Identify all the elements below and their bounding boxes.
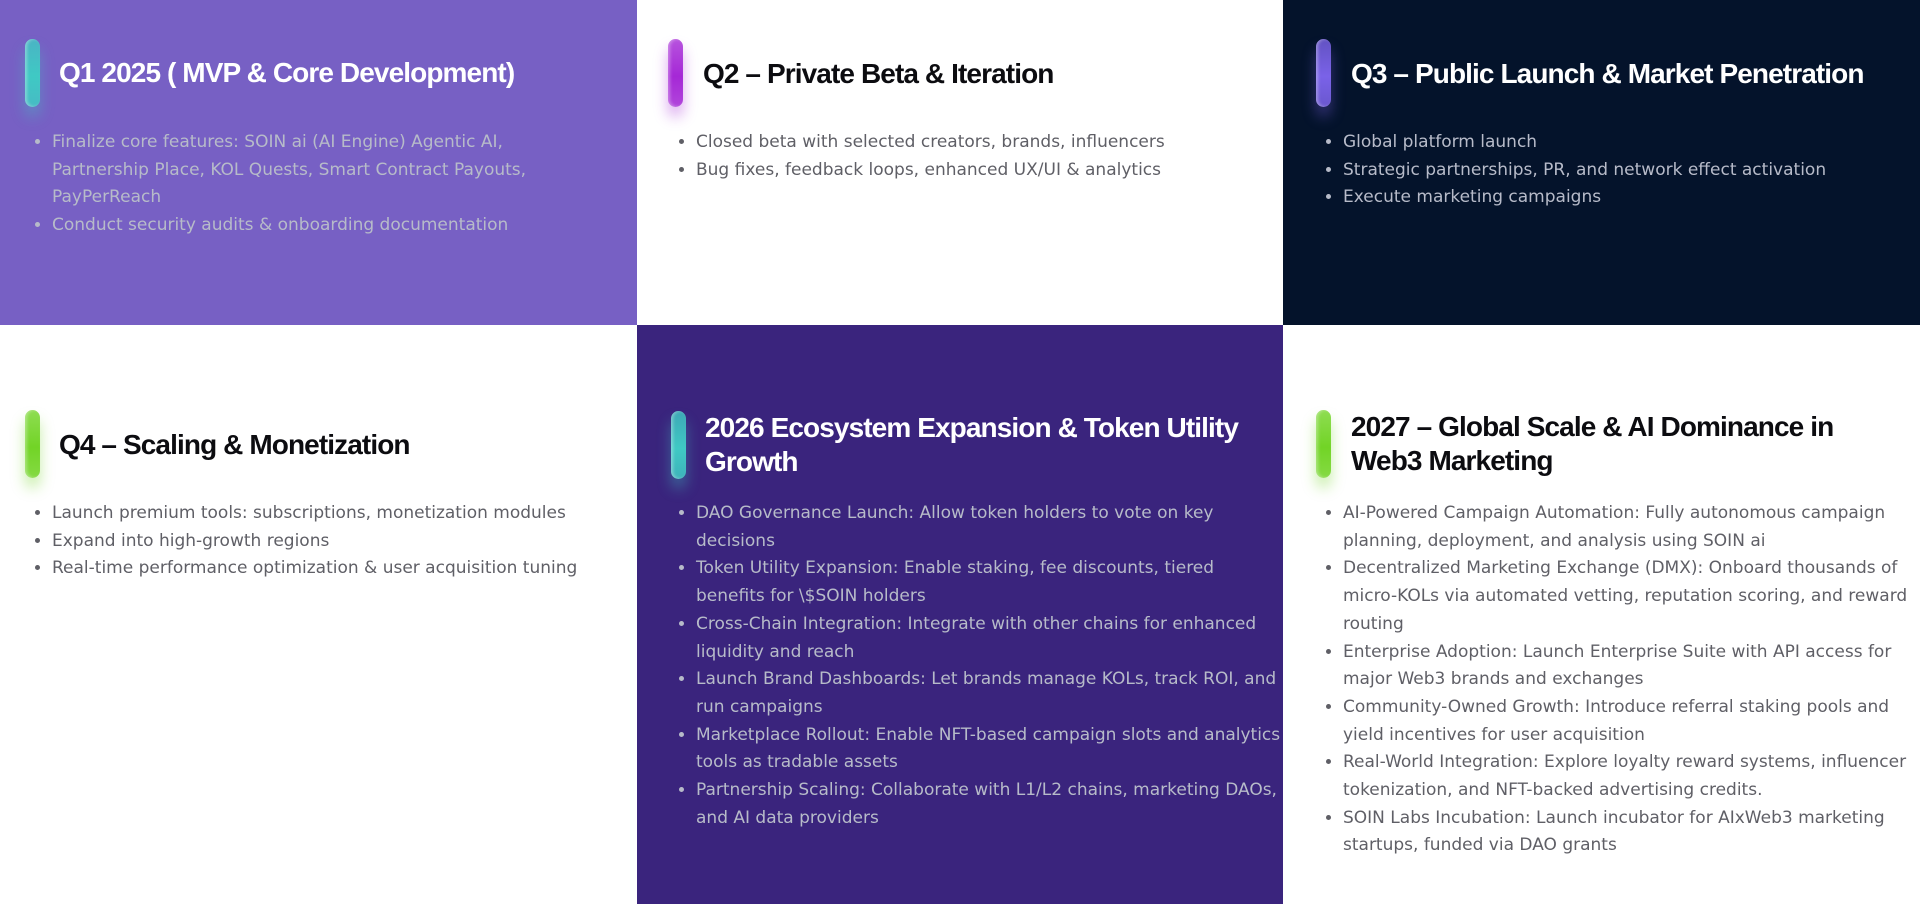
- roadmap-card-2026: [637, 325, 1283, 904]
- list-item: • Execute marketing campaigns: [1343, 184, 1920, 212]
- card-title: Q2 – Private Beta & Iteration: [703, 58, 1054, 89]
- list-item: • Marketplace Rollout: Enable NFT-based campaign slots and analytics tools as tradable assets: [696, 722, 1283, 777]
- roadmap-card-q2: [637, 0, 1283, 325]
- card-item-list: [1314, 129, 1920, 212]
- card-item-list: [23, 129, 592, 240]
- list-item: • AI-Powered Campaign Automation: Fully autonomous campaign planning, deployment, and analysis using SOIN ai: [1343, 500, 1920, 555]
- list-item: • Real-time performance optimization & user acquisition tuning: [52, 555, 637, 583]
- list-item: • Partnership Scaling: Collaborate with L1/L2 chains, marketing DAOs, and AI data providers: [696, 777, 1283, 832]
- card-title: Q3 – Public Launch & Market Penetration: [1351, 58, 1864, 89]
- teal-pill-marker-icon: [25, 39, 40, 107]
- green-pill-marker-icon: [25, 410, 40, 478]
- roadmap-card-q4: [0, 325, 637, 904]
- list-item: • Strategic partnerships, PR, and network effect activation: [1343, 157, 1920, 185]
- card-item-list: [667, 500, 1283, 832]
- list-item: • Conduct security audits & onboarding documentation: [52, 212, 592, 240]
- card-title: Q4 – Scaling & Monetization: [59, 429, 410, 460]
- list-item: • DAO Governance Launch: Allow token holders to vote on key decisions: [696, 500, 1283, 555]
- violet-pill-marker-icon: [1316, 39, 1331, 107]
- list-item: • Finalize core features: SOIN ai (AI Engine) Agentic AI, Partnership Place, KOL Quests, Smart Contract Payouts, PayPerReach: [52, 129, 592, 212]
- card-title: Q1 2025 ( MVP & Core Development): [59, 57, 515, 88]
- list-item: • Decentralized Marketing Exchange (DMX): Onboard thousands of micro-KOLs via automated vetting, reputation scoring, and reward routing: [1343, 555, 1920, 638]
- card-title: 2026 Ecosystem Expansion & Token Utility Growth: [705, 412, 1239, 477]
- list-item: • Bug fixes, feedback loops, enhanced UX/UI & analytics: [696, 157, 1276, 185]
- green-pill-marker-icon: [1316, 410, 1331, 478]
- list-item: • Enterprise Adoption: Launch Enterprise Suite with API access for major Web3 brands and exchanges: [1343, 639, 1920, 694]
- list-item: • Launch premium tools: subscriptions, monetization modules: [52, 500, 637, 528]
- card-item-list: [23, 500, 637, 583]
- list-item: • Closed beta with selected creators, brands, influencers: [696, 129, 1276, 157]
- list-item: • Token Utility Expansion: Enable staking, fee discounts, tiered benefits for \$SOIN holders: [696, 555, 1283, 610]
- list-item: • Real-World Integration: Explore loyalty reward systems, influencer tokenization, and NFT-backed advertising credits.: [1343, 749, 1920, 804]
- roadmap-card-q3: [1283, 0, 1920, 325]
- card-item-list: [667, 129, 1276, 184]
- card-item-list: [1314, 500, 1920, 860]
- list-item: • Cross-Chain Integration: Integrate with other chains for enhanced liquidity and reach: [696, 611, 1283, 666]
- roadmap-card-q1-2025: [0, 0, 637, 325]
- list-item: • Global platform launch: [1343, 129, 1920, 157]
- list-item: • Launch Brand Dashboards: Let brands manage KOLs, track ROI, and run campaigns: [696, 666, 1283, 721]
- roadmap-card-2027: [1283, 325, 1920, 904]
- card-title: 2027 – Global Scale & AI Dominance in Web3 Marketing: [1351, 411, 1834, 476]
- list-item: • SOIN Labs Incubation: Launch incubator for AIxWeb3 marketing startups, funded via DAO grants: [1343, 805, 1920, 860]
- purple-pill-marker-icon: [668, 39, 683, 107]
- list-item: • Expand into high-growth regions: [52, 528, 637, 556]
- teal-pill-marker-icon: [671, 411, 686, 479]
- list-item: • Community-Owned Growth: Introduce referral staking pools and yield incentives for user acquisition: [1343, 694, 1920, 749]
